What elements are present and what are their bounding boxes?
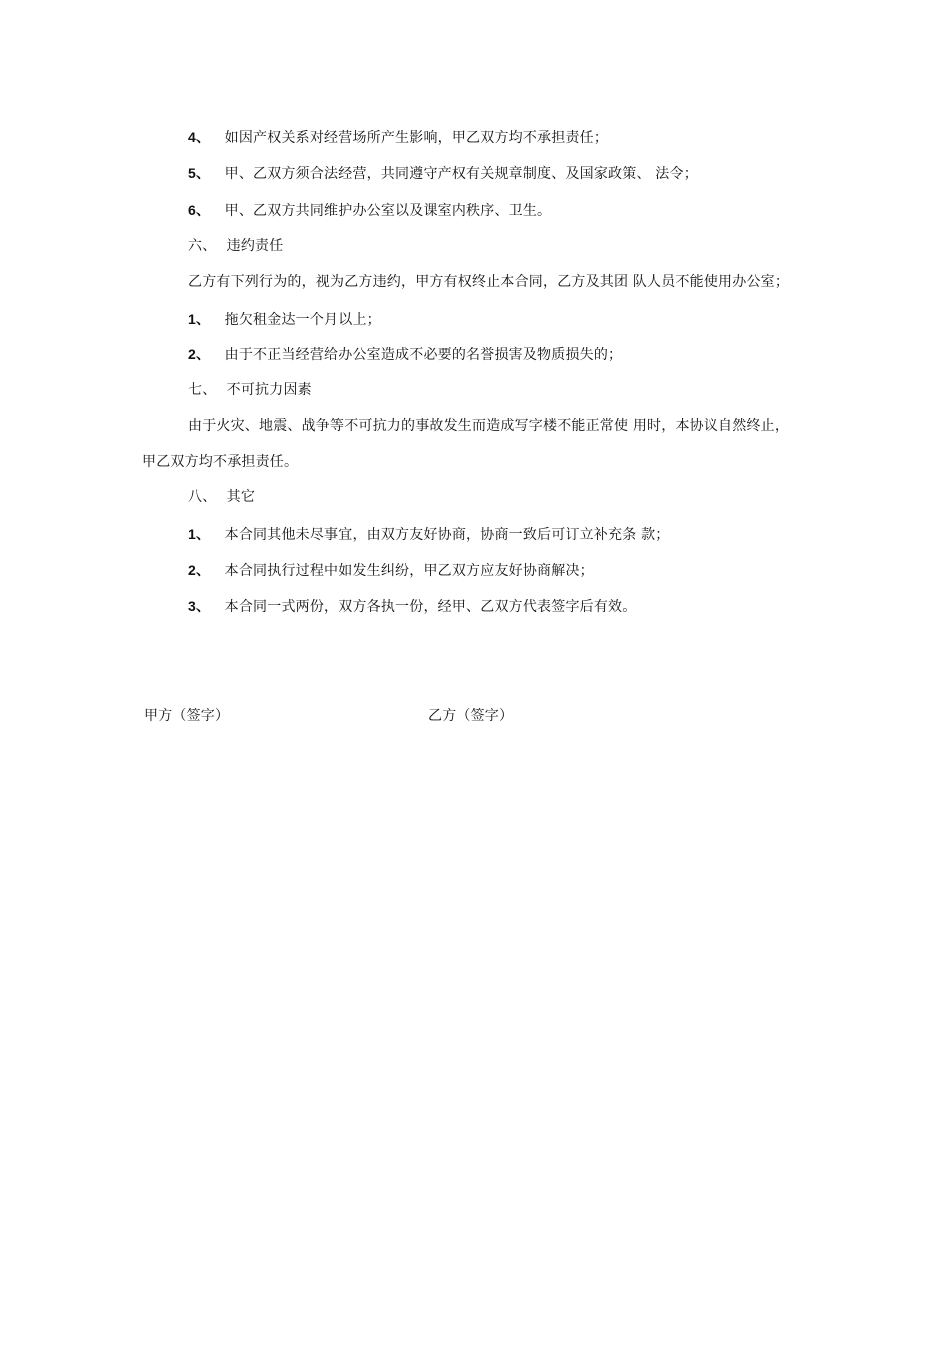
clause-item-5 (188, 163, 698, 184)
clause-text: 拖欠租金达一个月以上； (224, 312, 381, 328)
clause-text: 甲、乙双方共同维护办公室以及课室内秩序、卫生。 (224, 203, 552, 219)
other-item-1 (188, 524, 670, 545)
clause-item-6 (188, 200, 551, 221)
clause-number: 2、 (188, 346, 211, 362)
section-number: 六、 (188, 238, 217, 254)
section-heading-6 (188, 236, 283, 256)
section-title: 违约责任 (226, 238, 284, 254)
clause-number: 5、 (188, 165, 211, 181)
section-7-paragraph-line-1: 由于火灾、地震、战争等不可抗力的事故发生而造成写字楼不能正常使 用时，本协议自然终止， (188, 418, 790, 434)
clause-number: 1、 (188, 311, 211, 327)
other-item-3 (188, 596, 636, 617)
section-number: 七、 (188, 382, 217, 398)
breach-item-1 (188, 309, 381, 330)
party-a-signature-label: 甲方（签字） (144, 708, 230, 724)
clause-text: 如因产权关系对经营场所产生影响，甲乙双方均不承担责任； (224, 130, 609, 146)
clause-number: 2、 (188, 562, 211, 578)
clause-number: 6、 (188, 202, 211, 218)
clause-text: 本合同执行过程中如发生纠纷，甲乙双方应友好协商解决； (224, 563, 594, 579)
section-number: 八、 (188, 489, 217, 505)
section-heading-7 (188, 380, 312, 400)
section-heading-8 (188, 487, 255, 507)
breach-item-2 (188, 344, 622, 365)
section-title: 其它 (226, 489, 256, 505)
clause-text: 由于不正当经营给办公室造成不必要的名誉损害及物质损失的； (224, 347, 623, 363)
section-title: 不可抗力因素 (226, 382, 312, 398)
clause-text: 本合同一式两份，双方各执一份，经甲、乙双方代表签字后有效。 (224, 599, 637, 615)
clause-number: 1、 (188, 526, 211, 542)
section-6-paragraph: 乙方有下列行为的，视为乙方违约，甲方有权终止本合同，乙方及其团 队人员不能使用办公室； (188, 274, 790, 290)
clause-item-4 (188, 127, 608, 148)
clause-text: 甲、乙双方须合法经营，共同遵守产权有关规章制度、及国家政策、 法令； (224, 166, 698, 182)
section-7-paragraph-line-2: 甲乙双方均不承担责任。 (142, 454, 299, 470)
clause-number: 3、 (188, 598, 211, 614)
clause-text: 本合同其他未尽事宜，由双方友好协商，协商一致后可订立补充条 款； (224, 527, 670, 543)
clause-number: 4、 (188, 129, 211, 145)
other-item-2 (188, 560, 594, 581)
party-b-signature-label: 乙方（签字） (428, 708, 514, 724)
